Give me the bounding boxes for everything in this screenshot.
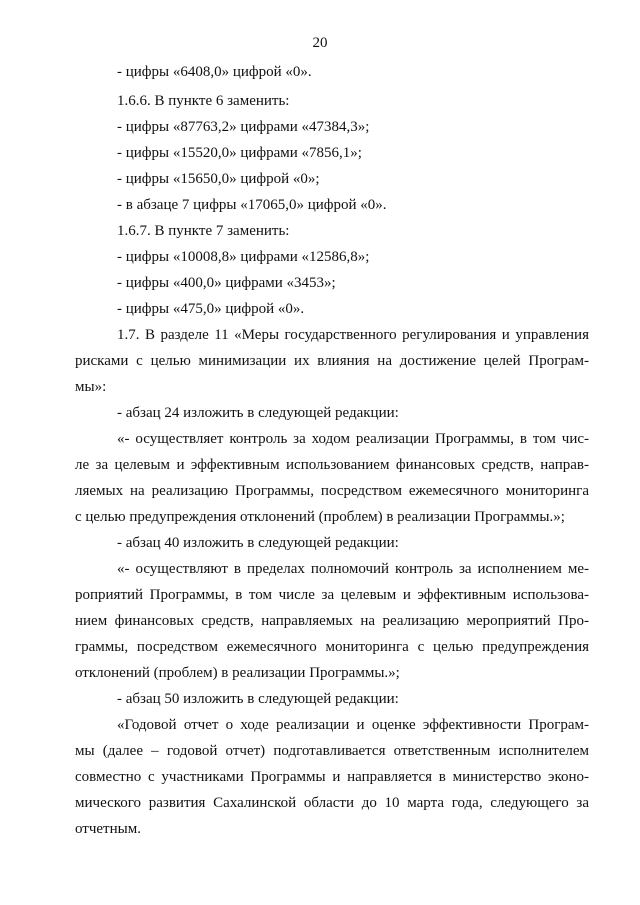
text-line-20: «- осуществляют в пределах полномочий контроль за исполнением ме- — [117, 561, 589, 577]
text-line-4: - цифры «15520,0» цифрами «7856,1»; — [117, 145, 362, 161]
text-line-6: - в абзаце 7 цифры «17065,0» цифрой «0». — [117, 197, 387, 213]
text-line-12: рисками с целью минимизации их влияния на достижение целей Програм- — [75, 353, 589, 369]
text-line-23: граммы, посредством ежемесячного мониторинга с целью предупреждения — [75, 639, 589, 655]
text-line-13: мы»: — [75, 379, 107, 395]
text-line-16: ле за целевым и эффективным использованием финансовых средств, направ- — [75, 457, 589, 473]
text-line-7: 1.6.7. В пункте 7 заменить: — [117, 223, 290, 239]
text-line-24: отклонений (проблем) в реализации Программы.»; — [75, 665, 400, 681]
text-line-9: - цифры «400,0» цифрами «3453»; — [117, 275, 336, 291]
text-line-26: «Годовой отчет о ходе реализации и оценке эффективности Програм- — [117, 717, 589, 733]
text-line-22: нием финансовых средств, направляемых на реализацию мероприятий Про- — [75, 613, 589, 629]
text-line-27: мы (далее – годовой отчет) подготавливается ответственным исполнителем — [75, 743, 589, 759]
text-line-15: «- осуществляет контроль за ходом реализации Программы, в том чис- — [117, 431, 589, 447]
text-line-3: - цифры «87763,2» цифрами «47384,3»; — [117, 119, 370, 135]
text-line-29: мического развития Сахалинской области до 10 марта года, следующего за — [75, 795, 589, 811]
text-line-28: совместно с участниками Программы и направляется в министерство эконо- — [75, 769, 589, 785]
page-number: 20 — [312, 35, 328, 51]
text-line-2: 1.6.6. В пункте 6 заменить: — [117, 93, 290, 109]
text-line-10: - цифры «475,0» цифрой «0». — [117, 301, 305, 317]
text-line-30: отчетным. — [75, 821, 141, 837]
text-line-17: ляемых на реализацию Программы, посредством ежемесячного мониторинга — [75, 483, 589, 499]
text-line-1: - цифры «6408,0» цифрой «0». — [117, 64, 312, 80]
text-line-19: - абзац 40 изложить в следующей редакции: — [117, 535, 399, 551]
text-line-18: с целью предупреждения отклонений (проблем) в реализации Программы.»; — [75, 509, 565, 525]
text-line-14: - абзац 24 изложить в следующей редакции: — [117, 405, 399, 421]
text-line-11: 1.7. В разделе 11 «Меры государственного регулирования и управления — [117, 327, 589, 343]
text-line-25: - абзац 50 изложить в следующей редакции: — [117, 691, 399, 707]
text-line-8: - цифры «10008,8» цифрами «12586,8»; — [117, 249, 370, 265]
text-line-21: роприятий Программы, в том числе за целевым и эффективным использова- — [75, 587, 589, 603]
text-line-5: - цифры «15650,0» цифрой «0»; — [117, 171, 320, 187]
